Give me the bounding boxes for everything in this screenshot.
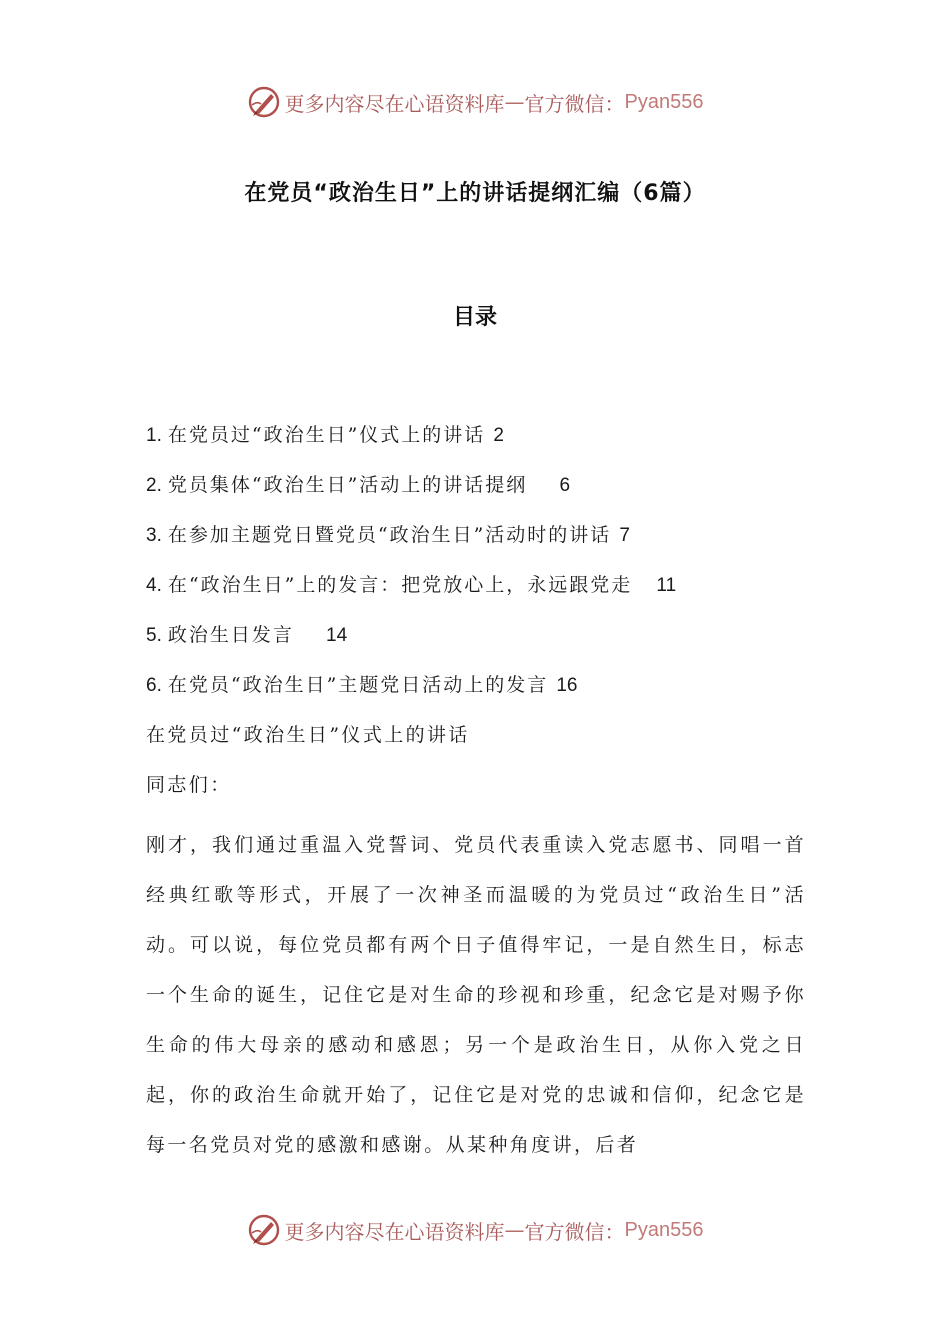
watermark-header (0, 80, 950, 124)
toc-item[interactable] (146, 470, 826, 520)
toc-item-page: 2 (493, 425, 504, 446)
toc-item[interactable] (146, 520, 826, 570)
pen-logo-icon (247, 85, 281, 119)
watermark-dash: — (504, 1218, 525, 1242)
watermark-wechat-id: Pyan556 (624, 1218, 704, 1241)
toc-item-number: 5. (146, 625, 162, 646)
salutation: 同志们： (146, 774, 232, 796)
watermark-text: 更多内容尽在心语资料库 (284, 1219, 505, 1244)
toc-item-title: 在“政治生日”上的发言：把党放心上，永远跟党走 (167, 574, 633, 596)
toc-item-number: 1. (146, 425, 162, 446)
toc-item-page: 16 (556, 675, 578, 696)
toc-item-page: 11 (656, 575, 677, 596)
toc-item-page: 6 (559, 475, 571, 496)
toc-item-number: 4. (146, 575, 162, 596)
toc-item[interactable] (146, 620, 826, 670)
toc-item-number: 2. (146, 475, 162, 496)
toc-item-title: 党员集体“政治生日”活动上的讲话提纲 (167, 474, 528, 496)
toc-item-title: 在党员过“政治生日”仪式上的讲话 (167, 424, 486, 446)
toc-item[interactable] (146, 420, 826, 470)
document-title: 在党员“政治生日”上的讲话提纲汇编（6篇） (244, 181, 706, 206)
watermark-dash: — (504, 90, 525, 114)
section-title: 在党员过“政治生日”仪式上的讲话 (146, 724, 470, 746)
toc-item[interactable] (146, 570, 826, 620)
watermark-label: 官方微信： (524, 91, 625, 116)
watermark-text: 更多内容尽在心语资料库 (284, 91, 505, 116)
toc-item-number: 6. (146, 675, 162, 696)
toc-item-page: 14 (326, 625, 348, 646)
watermark-wechat-id: Pyan556 (624, 90, 704, 113)
toc-item-number: 3. (146, 525, 162, 546)
toc-item-title: 在党员“政治生日”主题党日活动上的发言 (167, 674, 549, 696)
watermark-footer (0, 1208, 950, 1252)
toc-heading: 目录 (452, 305, 497, 330)
toc-item-title: 政治生日发言 (167, 624, 294, 646)
pen-logo-icon (247, 1213, 281, 1247)
body-paragraph: 刚才，我们通过重温入党誓词、党员代表重读入党志愿书、同唱一首经典红歌等形式，开展了一次神圣而温暖的为党员过“政治生日”活动。可以说，每位党员都有两个日子值得牢记，一是自然生日，标志一个生命的诞生，记住它是对生命的珍视和珍重，纪念它是对赐予你生命的伟大母亲的感动和感恩；另一个是政治生日，从你入党之日起，你的政治生命就开始了，记住它是对党的忠诚和信仰，纪念它是每一名党员对党的感激和感谢。从某种角度讲，后者 (146, 834, 806, 1156)
watermark-label: 官方微信： (524, 1219, 625, 1244)
toc-item-page: 7 (619, 525, 630, 546)
toc-item-title: 在参加主题党日暨党员“政治生日”活动时的讲话 (167, 524, 612, 546)
document-body (146, 720, 806, 1170)
table-of-contents (146, 420, 826, 720)
toc-item[interactable] (146, 670, 826, 720)
